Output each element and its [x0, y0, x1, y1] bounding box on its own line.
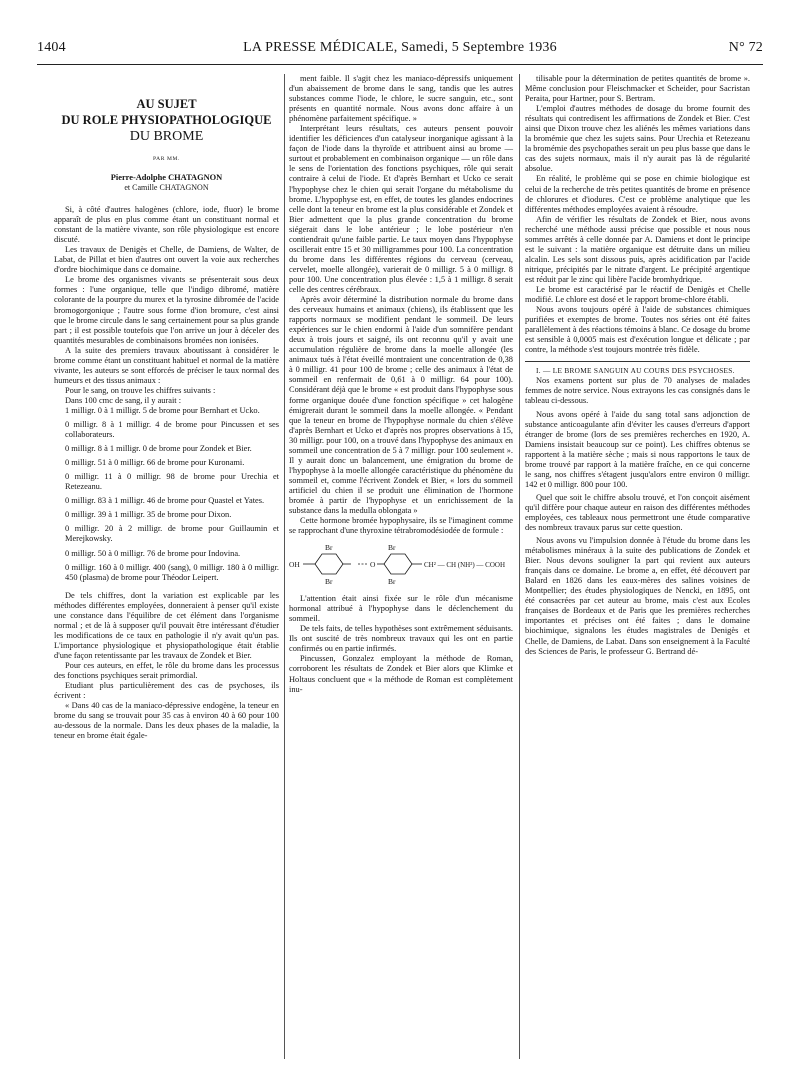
formula-br-bottom-left: Br: [325, 577, 333, 587]
paragraph: « Dans 40 cas de la maniaco-dépressive endogène, la teneur en brome du sang se trouvait pour 35 cas à environ 40 à 60 pour 100 au-dessous de la normale. Dans les deux phases de la maladie, la teneur en brome était égale-: [54, 701, 279, 741]
formula-br-top-right: Br: [388, 543, 396, 553]
page-number: 1404: [37, 40, 66, 55]
formula-chain: CH² — CH (NH²) — COOH: [424, 561, 506, 570]
list-item: 1 milligr. 0 à 1 milligr. 5 de brome pour Bernhart et Ucko.: [65, 405, 260, 415]
paragraph: De tels faits, de telles hypothèses sont extrêmement séduisants. Ils ont suscité de très nombreux travaux qui les ont en partie confirmés ou en partie infirmés.: [289, 624, 513, 654]
column-rule: [519, 74, 520, 1059]
column-1: [54, 74, 279, 741]
paragraph: Nos examens portent sur plus de 70 analyses de malades femmes de notre service. Nous extrayons les cas consignés dans le tableau ci-dessous.: [525, 376, 750, 406]
article-title-line: DU BROME: [129, 129, 204, 144]
column-3: [525, 74, 750, 657]
benzene-ring-left: [315, 554, 343, 574]
paragraph: Nous avons vu l'impulsion donnée à l'étude du brome dans les métabolismes minéraux à la suite des publications de Zondek et Bier. Nous devons souligner la part qui revient aux auteurs français dans ce domaine. Le brome a, en effet, été découvert par Balard en 1826 dans les eaux-mères des salines voisines de Montpellier; des études physiologiques de Nencki, en 1895, ont été consacrées par cet auteur au brome, mais c'est aux Ecoles françaises de Bordeaux et de Paris que les premières recherches importantes et précises ont été faites ; dans le domaine biochimique, signalons les études magistrales de Denigès et Chelle, de Damiens, de Labat. Dans son enseignement à la Faculté des Sciences de Paris, le professeur G. Bertrand dé-: [525, 536, 750, 656]
formula-oh: OH: [289, 560, 300, 570]
paragraph: Les travaux de Denigès et Chelle, de Damiens, de Walter, de Labat, de Pillat et bien d'autres ont ouvert la voie aux recherches d'ordre biochimique dans ce domaine.: [54, 245, 279, 275]
author-name: et Camille CHATAGNON: [124, 183, 209, 193]
paragraph: tilisable pour la détermination de petites quantités de brome ». Même conclusion pour Fleischmacker et Scheider, pour Sacristan Peraita, pour Hartner, pour S. Bertram.: [525, 74, 750, 104]
paragraph: Nous avons opéré à l'aide du sang total sans adjonction de substance anticoagulante afin d'éviter les causes d'erreurs d'apport étranger de brome (lors de ses premières recherches en 1920, A. Damiens insistait beaucoup sur ce point). Les chiffres obtenus se rapportent à la matière sèche ; mais si nous rapportons le taux de brome trouvé par rapport à la matière fraîche, en ce qui concerne le sang, nos chiffres s'étagent jusqu'alors entre environ 0 milligr. 142 et 0 milligr. 800 pour 100.: [525, 409, 750, 489]
chemical-formula: [289, 542, 513, 586]
formula-br-bottom-right: Br: [388, 577, 396, 587]
paragraph: En réalité, le problème qui se pose en chimie biologique est celui de la recherche de très petites quantités de brome en présence de chlorures et d'iodures. C'est ce problème analytique que les différentes méthodes employées avaient à résoudre.: [525, 174, 750, 214]
paragraph: Après avoir déterminé la distribution normale du brome dans des cerveaux humains et animaux (chiens), ils établissent que les rapports normaux se modifient pendant le sommeil. De leurs expériences sur le chien endormi à l'aide d'un somnifère pendant deux à trois jours et saigné, ils ont reconnu qu'il y avait une accumulation régulière de brome dans la moelle allongée (les animaux tués à l'état éveillé montraient une concentration de 0,38 à 0 milligr. 41 pour 100 de brome ; celle des animaux à l'état de sommeil en renfermait de 0,61 à 0 milligr. 64 pour 100). Considérant déjà que le brome « est produit dans l'hypophyse sous forme organique douée d'une fonction spécifique » cet halogène émigrerait durant le sommeil dans la moelle allongée. « Pendant que la teneur en brome de l'hypophyse normale du chien s'élève d'après Bernhart et Ucko et d'après nos propres observations à 15, 30 milligr. pour 100, on a trouvé dans l'hypophyse des animaux en sommeil une concentration de 5 à 7 milligr. pour 100 seulement ». Il y aurait donc un balancement, une émigration du brome de l'hypophyse à la moelle allongée caractéristique du phénomène du sommeil et, comme l'écrivent Zondek et Bier, « lors du sommeil artificiel du chien il se produit une élimination de l'hormone bromée à partir de l'hypophyse et un enrichissement de la substance dans la medulla oblongata »: [289, 295, 513, 516]
section-heading: I. — LE BROME SANGUIN AU COURS DES PSYCHOSES.: [536, 366, 735, 376]
byline-par: PAR MM.: [153, 156, 180, 162]
formula-o: O: [370, 560, 376, 570]
column-3-body-continued: [525, 376, 750, 656]
paragraph: L'attention était ainsi fixée sur le rôle d'un mécanisme hormonal attribué à l'hypophyse dans le déclenchement du sommeil.: [289, 594, 513, 624]
column-3-body: [525, 74, 750, 355]
list-item: 0 milligr. 50 à 0 milligr. 76 de brome pour Indovina.: [65, 548, 241, 558]
paragraph: Pour ces auteurs, en effet, le rôle du brome dans les processus des fonctions psychiques serait primordial.: [54, 660, 279, 681]
list-item: 0 milligr. 39 à 1 milligr. 35 de brome pour Dixon.: [65, 510, 232, 520]
paragraph: Quel que soit le chiffre absolu trouvé, et l'on conçoit aisément qu'il diffère pour chaque auteur en raison des différentes méthodes employées, ces tableaux nous permettront une étude comparative des nombreux travaux parus sur cette question.: [525, 492, 750, 533]
page-header: [37, 40, 763, 65]
formula-br-top-left: Br: [325, 543, 333, 553]
paragraph: Si, à côté d'autres halogènes (chlore, iode, fluor) le brome apparaît de plus en plus comme étant un constituant normal et constant de la matière vivante, son rôle physiologique est encore discuté.: [54, 205, 279, 245]
paragraph: Afin de vérifier les résultats de Zondek et Bier, nous avons recherché une méthode aussi précise que possible et nous nous sommes arrêtés à celle donnée par A. Damiens et dont le principe est le suivant : la matière organique est détruite dans un milieu alcalin. Les sels sont dissous puis, après acidification par l'acide nitrique, précipités par le nitrate d'argent. Le précipité argentique est réduit par le zinc qui libère l'acide bromhydrique.: [525, 214, 750, 284]
paragraph: L'emploi d'autres méthodes de dosage du brome fournit des résultats qui contredisent les affirmations de Zondek et Bier. C'est ainsi que Dixon trouve chez les aliénés les mêmes variations dans la bromémie que chez les sujets sains. Pour Urechia et Retezeanu la bromémie des psychopathes serait un peu plus basse que dans le cas des sujets normaux, mais il n'y aurait pas là de régularité absolue.: [525, 104, 750, 174]
paragraph: Nous avons toujours opéré à l'aide de substances chimiques purifiées et exemptes de brome. Toutes nos séries ont été faites parallèlement à des réactions témoins à blanc. Ce dosage du brome est sensible à 0,0005 mais est d'exécution longue et délicate ; par contre, la méthode s'est toujours montrée très fidèle.: [525, 305, 750, 355]
column-2-body-continued: [289, 594, 513, 694]
list-item: 0 milligr. 8 à 1 milligr. 4 de brome pour Pincussen et ses collaborateurs.: [65, 420, 279, 440]
paragraph: Cette hormone bromée hypophysaire, ils se l'imaginent comme se rapprochant d'une thyroxine tétrabromodésiodée de formule :: [289, 516, 513, 536]
list-item: 0 milligr. 11 à 0 milligr. 98 de brome pour Urechia et Retezeanu.: [65, 472, 279, 492]
paragraph: Le brome des organismes vivants se présenterait sous deux formes : l'une organique, telle que l'indigo dibromé, matière colorante de la pourpre du murex et la tyrosine dibromée de l'acide bromogorgonique ; l'autre sous forme d'ion bromure, c'est ainsi que le brome circule dans le sang certainement pour sa plus grande part ; il est possible toutefois que l'on arrive un jour à déceler des quantités mesurables de combinaisons bromées non ionisées.: [54, 275, 279, 345]
bromine-values-list: [54, 406, 279, 583]
section-divider: [525, 361, 750, 362]
article-title-line: AU SUJET: [136, 97, 197, 111]
paragraph: Pincussen, Gonzalez employant la méthode de Roman, corroborent les résultats de Zondek et Bier alors que Klimke et Holtaus concluent que « la méthode de Roman est complètement inu-: [289, 654, 513, 694]
column-2-body: [289, 74, 513, 536]
column-2: [289, 74, 513, 695]
journal-title: LA PRESSE MÉDICALE, Samedi, 5 Septembre 1936: [243, 40, 557, 55]
paragraph: Etudiant plus particulièrement des cas de psychoses, ils écrivent :: [54, 681, 279, 701]
column-rule: [284, 74, 285, 1059]
list-item: 0 milligr. 160 à 0 milligr. 400 (sang), 0 milligr. 180 à 0 milligr. 450 (plasma) de brome pour Théodor Leipert.: [65, 562, 279, 582]
paragraph: De tels chiffres, dont la variation est explicable par les méthodes différentes employées, donneraient à penser qu'il existe une constance dans l'équilibre de cet élément dans l'organisme normal ; et de là à supposer qu'il pouvait être intéressant d'étudier les modifications de ce taux en pathologie il n'y avait qu'un pas. L'importance physiologique et physiopathologique était établie d'une façon retentissante par les travaux de Zondek et Bier.: [54, 590, 279, 660]
article-title-line: DU ROLE PHYSIOPATHOLOGIQUE: [61, 113, 272, 127]
paragraph: Interprétant leurs résultats, ces auteurs pensent pouvoir identifier les déficiences d'un catalyseur inorganique agissant à la façon de l'iode dans la thyroïde et attribuent ainsi au brome — surtout et probablement en combinaison organique — un rôle dans le sens de l'orientation des fonctions psychiques, rôle qui serait contraire à celui de l'iode. Et d'après Bernhart et Ucko ce serait l'hypophyse chez le chien qui serait l'organe du métabolisme du brome. L'hypophyse est, en effet, de toutes les glandes endocrines celle dont la teneur en brome est la plus considérable et Zondek et Bier admettent que la plus grande concentration du brome siégerait dans le lobe antérieur ; le lobe postérieur n'en contiendrait qu'une faible partie. Le taux moyen dans l'hypophyse oscillerait entre 15 et 30 milligrammes pour 100. La concentration du brome dans les différentes régions du cerveau (cerveau, cervelet, moelle allongée), varierait de 0 milligr. 5 à 0 milligr. 8 pour 100. Une concentration plus élevée : 1,5 à 1 milligr. 8 serait celle des centres cérébraux.: [289, 124, 513, 294]
paragraph: Dans 100 cmc de sang, il y aurait :: [65, 395, 182, 405]
paragraph: A la suite des premiers travaux aboutissant à considérer le brome comme étant un constituant habituel et normal de la matière vivante, les auteurs se sont efforcés de préciser le taux normal des humeurs et des tissus animaux :: [54, 345, 279, 385]
column-1-body-continued: [54, 591, 279, 742]
author-name: Pierre-Adolphe CHATAGNON: [110, 173, 223, 183]
list-item: 0 milligr. 20 à 2 milligr. de brome pour Guillaumin et Merejkowsky.: [65, 524, 279, 544]
issue-number: N° 72: [728, 40, 763, 55]
list-item: 0 milligr. 8 à 1 milligr. 0 de brome pour Zondek et Bier.: [65, 444, 252, 454]
column-1-body: [54, 205, 279, 406]
list-item: 0 milligr. 51 à 0 milligr. 66 de brome pour Kuronami.: [65, 458, 245, 468]
paragraph: Le brome est caractérisé par le réactif de Denigès et Chelle modifié. Le chlore est dosé et le rapport brome-chlore établi.: [525, 284, 750, 305]
paragraph: ment faible. Il s'agit chez les maniaco-dépressifs uniquement d'un abaissement de brome dans le sang, tandis que les autres substances comme l'iode, le chlore, le sucre sanguin, etc., sont présents en quantité normale. Nous avons donc affaire à un phénomène parfaitement spécifique. »: [289, 74, 513, 124]
benzene-ring-right: [384, 554, 412, 574]
formula-diagram: [289, 542, 513, 586]
paragraph: Pour le sang, on trouve les chiffres suivants :: [65, 385, 216, 395]
list-item: 0 milligr. 83 à 1 milligr. 46 de brome pour Quastel et Yates.: [65, 496, 265, 506]
